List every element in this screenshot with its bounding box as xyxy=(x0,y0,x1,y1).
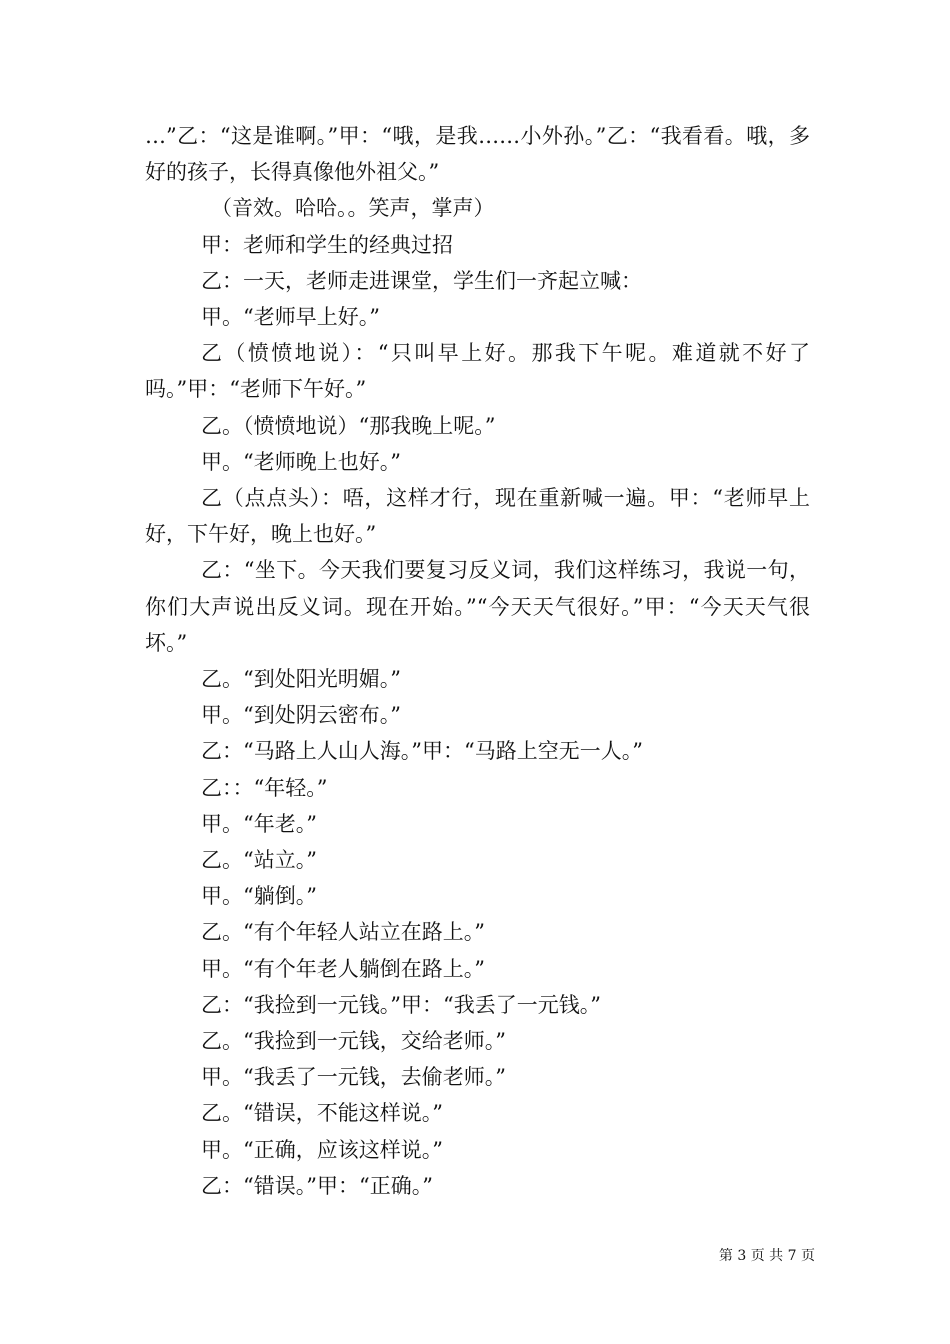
paragraph: 乙：“错误。”甲：“正确。” xyxy=(201,1173,433,1198)
body-text xyxy=(145,118,810,1204)
paragraph: 乙：“我捡到一元钱。”甲：“我丢了一元钱。” xyxy=(201,992,601,1017)
paragraph: 乙（愤愤地说）：“只叫早上好。那我下午呢。难道就不好了吗。”甲：“老师下午好。” xyxy=(145,341,810,402)
page-number: 第 3 页 共 7 页 xyxy=(718,1248,815,1264)
paragraph: 乙。“到处阳光明媚。” xyxy=(201,667,401,692)
paragraph: 乙。“我捡到一元钱，交给老师。” xyxy=(201,1029,506,1054)
paragraph: 甲。“正确，应该这样说。” xyxy=(201,1137,443,1162)
paragraph: 乙。（愤愤地说）“那我晚上呢。” xyxy=(201,413,496,438)
paragraph: 甲。“我丢了一元钱，去偷老师。” xyxy=(201,1065,506,1090)
paragraph: 甲：老师和学生的经典过招 xyxy=(201,232,453,257)
paragraph: 乙：：“年轻。” xyxy=(201,775,328,800)
paragraph: 甲。“老师晚上也好。” xyxy=(201,449,401,474)
paragraph: 甲。“有个年老人躺倒在路上。” xyxy=(201,956,485,981)
paragraph: （音效。哈哈。。笑声，掌声） xyxy=(211,196,495,221)
paragraph: 甲。“躺倒。” xyxy=(201,884,317,909)
paragraph: 甲。“老师早上好。” xyxy=(201,305,380,330)
paragraph: 甲。“到处阴云密布。” xyxy=(201,703,401,728)
paragraph: 乙：“坐下。今天我们要复习反义词，我们这样练习，我说一句，你们大声说出反义词。现在开始。”“今天天气很好。”甲：“今天天气很坏。” xyxy=(145,558,810,655)
paragraph: …”乙：“这是谁啊。”甲：“哦，是我……小外孙。”乙：“我看看。哦，多好的孩子，长得真像他外祖父。” xyxy=(145,124,810,185)
paragraph: 甲。“年老。” xyxy=(201,811,317,836)
paragraph: 乙。“站立。” xyxy=(201,848,317,873)
paragraph: 乙。“错误，不能这样说。” xyxy=(201,1101,443,1126)
paragraph: 乙（点点头）：唔，这样才行，现在重新喊一遍。甲：“老师早上好，下午好，晚上也好。” xyxy=(145,486,810,547)
paragraph: 乙：“马路上人山人海。”甲：“马路上空无一人。” xyxy=(201,739,643,764)
paragraph: 乙。“有个年轻人站立在路上。” xyxy=(201,920,485,945)
paragraph: 乙：一天，老师走进课堂，学生们一齐起立喊： xyxy=(201,268,642,293)
